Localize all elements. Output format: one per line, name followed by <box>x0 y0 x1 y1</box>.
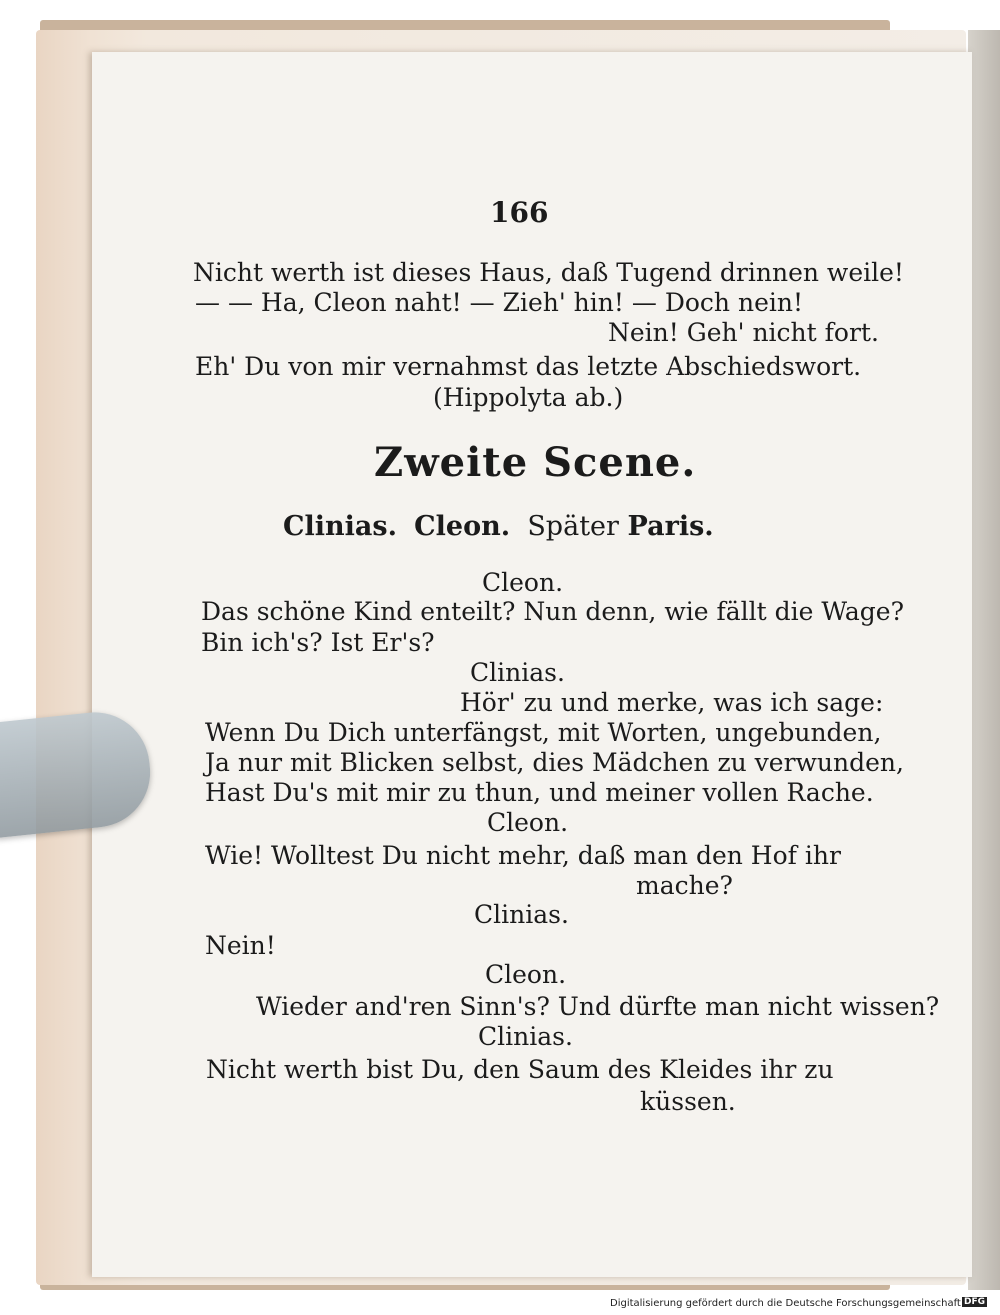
page-number: 166 <box>490 196 549 229</box>
verse-line: küssen. <box>640 1087 736 1116</box>
character-name: Clinias. <box>283 511 397 542</box>
verse-line: Das schöne Kind enteilt? Nun denn, wie fällt die Wage? <box>201 597 904 626</box>
verse-line: — — Ha, Cleon naht! — Zieh' hin! — Doch nein! <box>195 288 804 317</box>
speaker-label: Cleon. <box>485 960 567 989</box>
stage-direction: (Hippolyta ab.) <box>433 383 624 412</box>
later-label: Später <box>527 511 619 542</box>
verse-line: Nein! Geh' nicht fort. <box>608 318 879 347</box>
speaker-label: Clinias. <box>474 900 569 929</box>
verse-line: Nicht werth bist Du, den Saum des Kleides ihr zu <box>206 1055 834 1084</box>
character-name: Paris. <box>627 511 714 542</box>
speaker-label: Cleon. <box>487 808 569 837</box>
facing-page-edge <box>968 30 1000 1290</box>
digitization-credit: Digitalisierung gefördert durch die Deutsche Forschungsgemeinschaft <box>610 1298 961 1309</box>
speaker-label: Cleon. <box>482 568 564 597</box>
scene-heading: Zweite Scene. <box>374 439 697 486</box>
verse-line: mache? <box>636 871 733 900</box>
verse-line: Eh' Du von mir vernahmst das letzte Abschiedswort. <box>195 352 862 381</box>
verse-line: Bin ich's? Ist Er's? <box>201 628 435 657</box>
verse-line: Hast Du's mit mir zu thun, und meiner vollen Rache. <box>205 778 874 807</box>
verse-line: Wie! Wolltest Du nicht mehr, daß man den Hof ihr <box>205 841 841 870</box>
character-list <box>283 512 714 542</box>
verse-line: Nicht werth ist dieses Haus, daß Tugend drinnen weile! <box>193 258 904 287</box>
speaker-label: Clinias. <box>478 1022 573 1051</box>
dfg-logo: DFG <box>964 1297 986 1307</box>
verse-line: Wenn Du Dich unterfängst, mit Worten, ungebunden, <box>205 718 882 747</box>
verse-line: Nein! <box>205 931 276 960</box>
verse-line: Hör' zu und merke, was ich sage: <box>460 688 884 717</box>
speaker-label: Clinias. <box>470 658 565 687</box>
verse-line: Wieder and'ren Sinn's? Und dürfte man nicht wissen? <box>256 992 940 1021</box>
character-name: Cleon. <box>414 511 511 542</box>
verse-line: Ja nur mit Blicken selbst, dies Mädchen zu verwunden, <box>205 748 904 777</box>
